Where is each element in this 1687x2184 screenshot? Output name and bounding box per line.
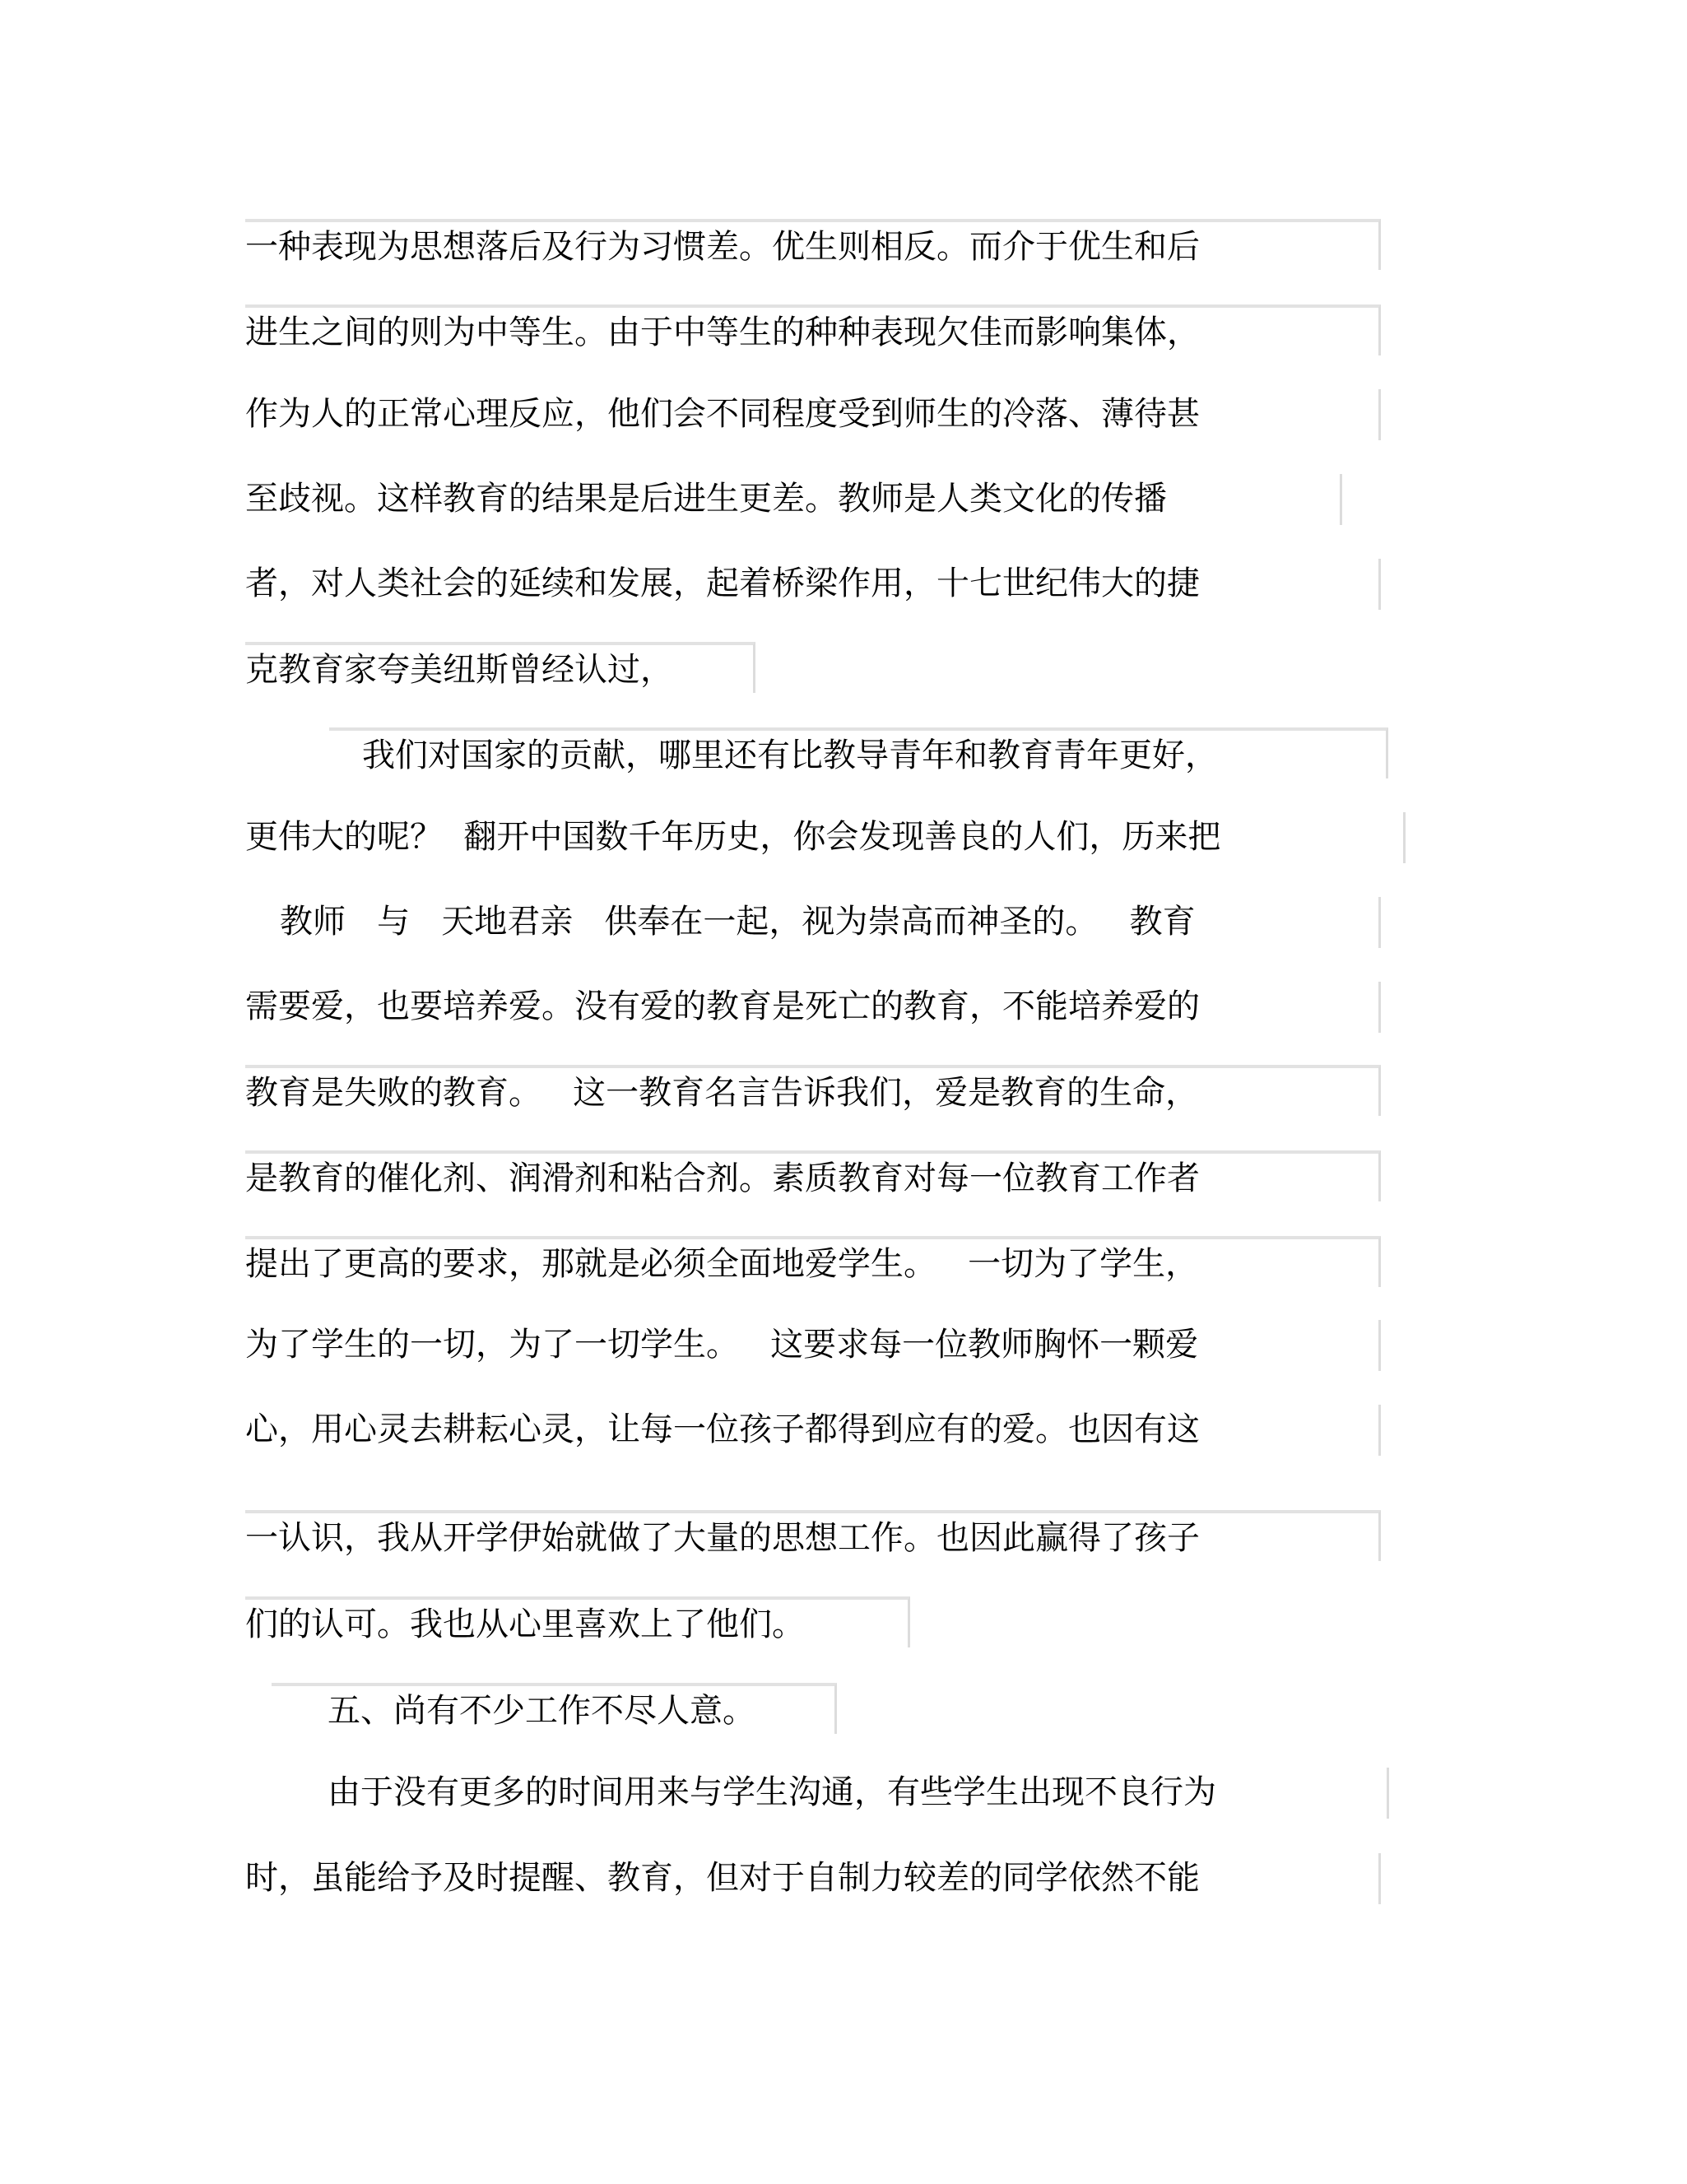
text-line: [245, 982, 1381, 1033]
line-text: 们的认可。我也从心里喜欢上了他们。: [245, 1605, 805, 1643]
text-line: [245, 1065, 1381, 1116]
line-text: 作为人的正常心理反应，他们会不同程度受到师生的冷落、薄待甚: [245, 395, 1200, 433]
line-text: 者，对人类社会的延续和发展，起着桥梁作用，十七世纪伟大的捷: [245, 565, 1200, 602]
text-line: [245, 1320, 1381, 1371]
line-text: 为了学生的一切，为了一切学生。 这要求每一位教师胸怀一颗爱: [245, 1326, 1199, 1364]
text-line: [245, 812, 1406, 863]
line-text: 教师 与 天地君亲 供奉在一起，视为崇高而神圣的。 教育: [280, 903, 1196, 941]
line-text: 更伟大的呢？ 翻开中国数千年历史，你会发现善良的人们，历来把: [245, 818, 1221, 856]
line-text: 需要爱，也要培养爱。没有爱的教育是死亡的教育，不能培养爱的: [245, 987, 1200, 1025]
line-text: 进生之间的则为中等生。由于中等生的种种表现欠佳而影响集体，: [245, 314, 1200, 351]
line-text: 一认识，我从开学伊始就做了大量的思想工作。也因此赢得了孩子: [245, 1519, 1200, 1557]
line-text: 提出了更高的要求，那就是必须全面地爱学生。 一切为了学生，: [245, 1245, 1199, 1283]
text-line: [245, 897, 1381, 948]
line-text: 教育是失败的教育。 这一教育名言告诉我们，爱是教育的生命，: [245, 1074, 1199, 1112]
text-line: [245, 1405, 1381, 1456]
text-line: [245, 1768, 1389, 1819]
section-heading: [272, 1683, 837, 1734]
line-text: 我们对国家的贡献，哪里还有比教导青年和教育青年更好，: [362, 737, 1218, 774]
line-text: 一种表现为思想落后及行为习惯差。优生则相反。而介于优生和后: [245, 228, 1200, 266]
heading-text: 五、尚有不少工作不尽人意。: [328, 1692, 755, 1730]
text-line: [245, 642, 755, 693]
line-text: 由于没有更多的时间用来与学生沟通，有些学生出现不良行为: [328, 1773, 1216, 1811]
text-line: [245, 474, 1342, 525]
text-line: [245, 219, 1381, 270]
text-line: [329, 727, 1388, 778]
line-text: 克教育家夸美纽斯曾经认过，: [245, 651, 673, 689]
text-line: [245, 1510, 1381, 1561]
text-line: [245, 1596, 910, 1647]
line-text: 至歧视。这样教育的结果是后进生更差。教师是人类文化的传播: [245, 480, 1167, 518]
line-text: 是教育的催化剂、润滑剂和粘合剂。素质教育对每一位教育工作者: [245, 1159, 1200, 1197]
line-text: 心，用心灵去耕耘心灵，让每一位孩子都得到应有的爱。也因有这: [245, 1410, 1200, 1448]
text-line: [245, 1236, 1381, 1287]
text-line: [245, 304, 1381, 355]
line-text: 时，虽能给予及时提醒、教育，但对于自制力较差的同学依然不能: [245, 1859, 1200, 1897]
text-line: [245, 389, 1381, 440]
text-line: [245, 1853, 1381, 1904]
text-line: [245, 559, 1381, 610]
text-line: [245, 1150, 1381, 1201]
